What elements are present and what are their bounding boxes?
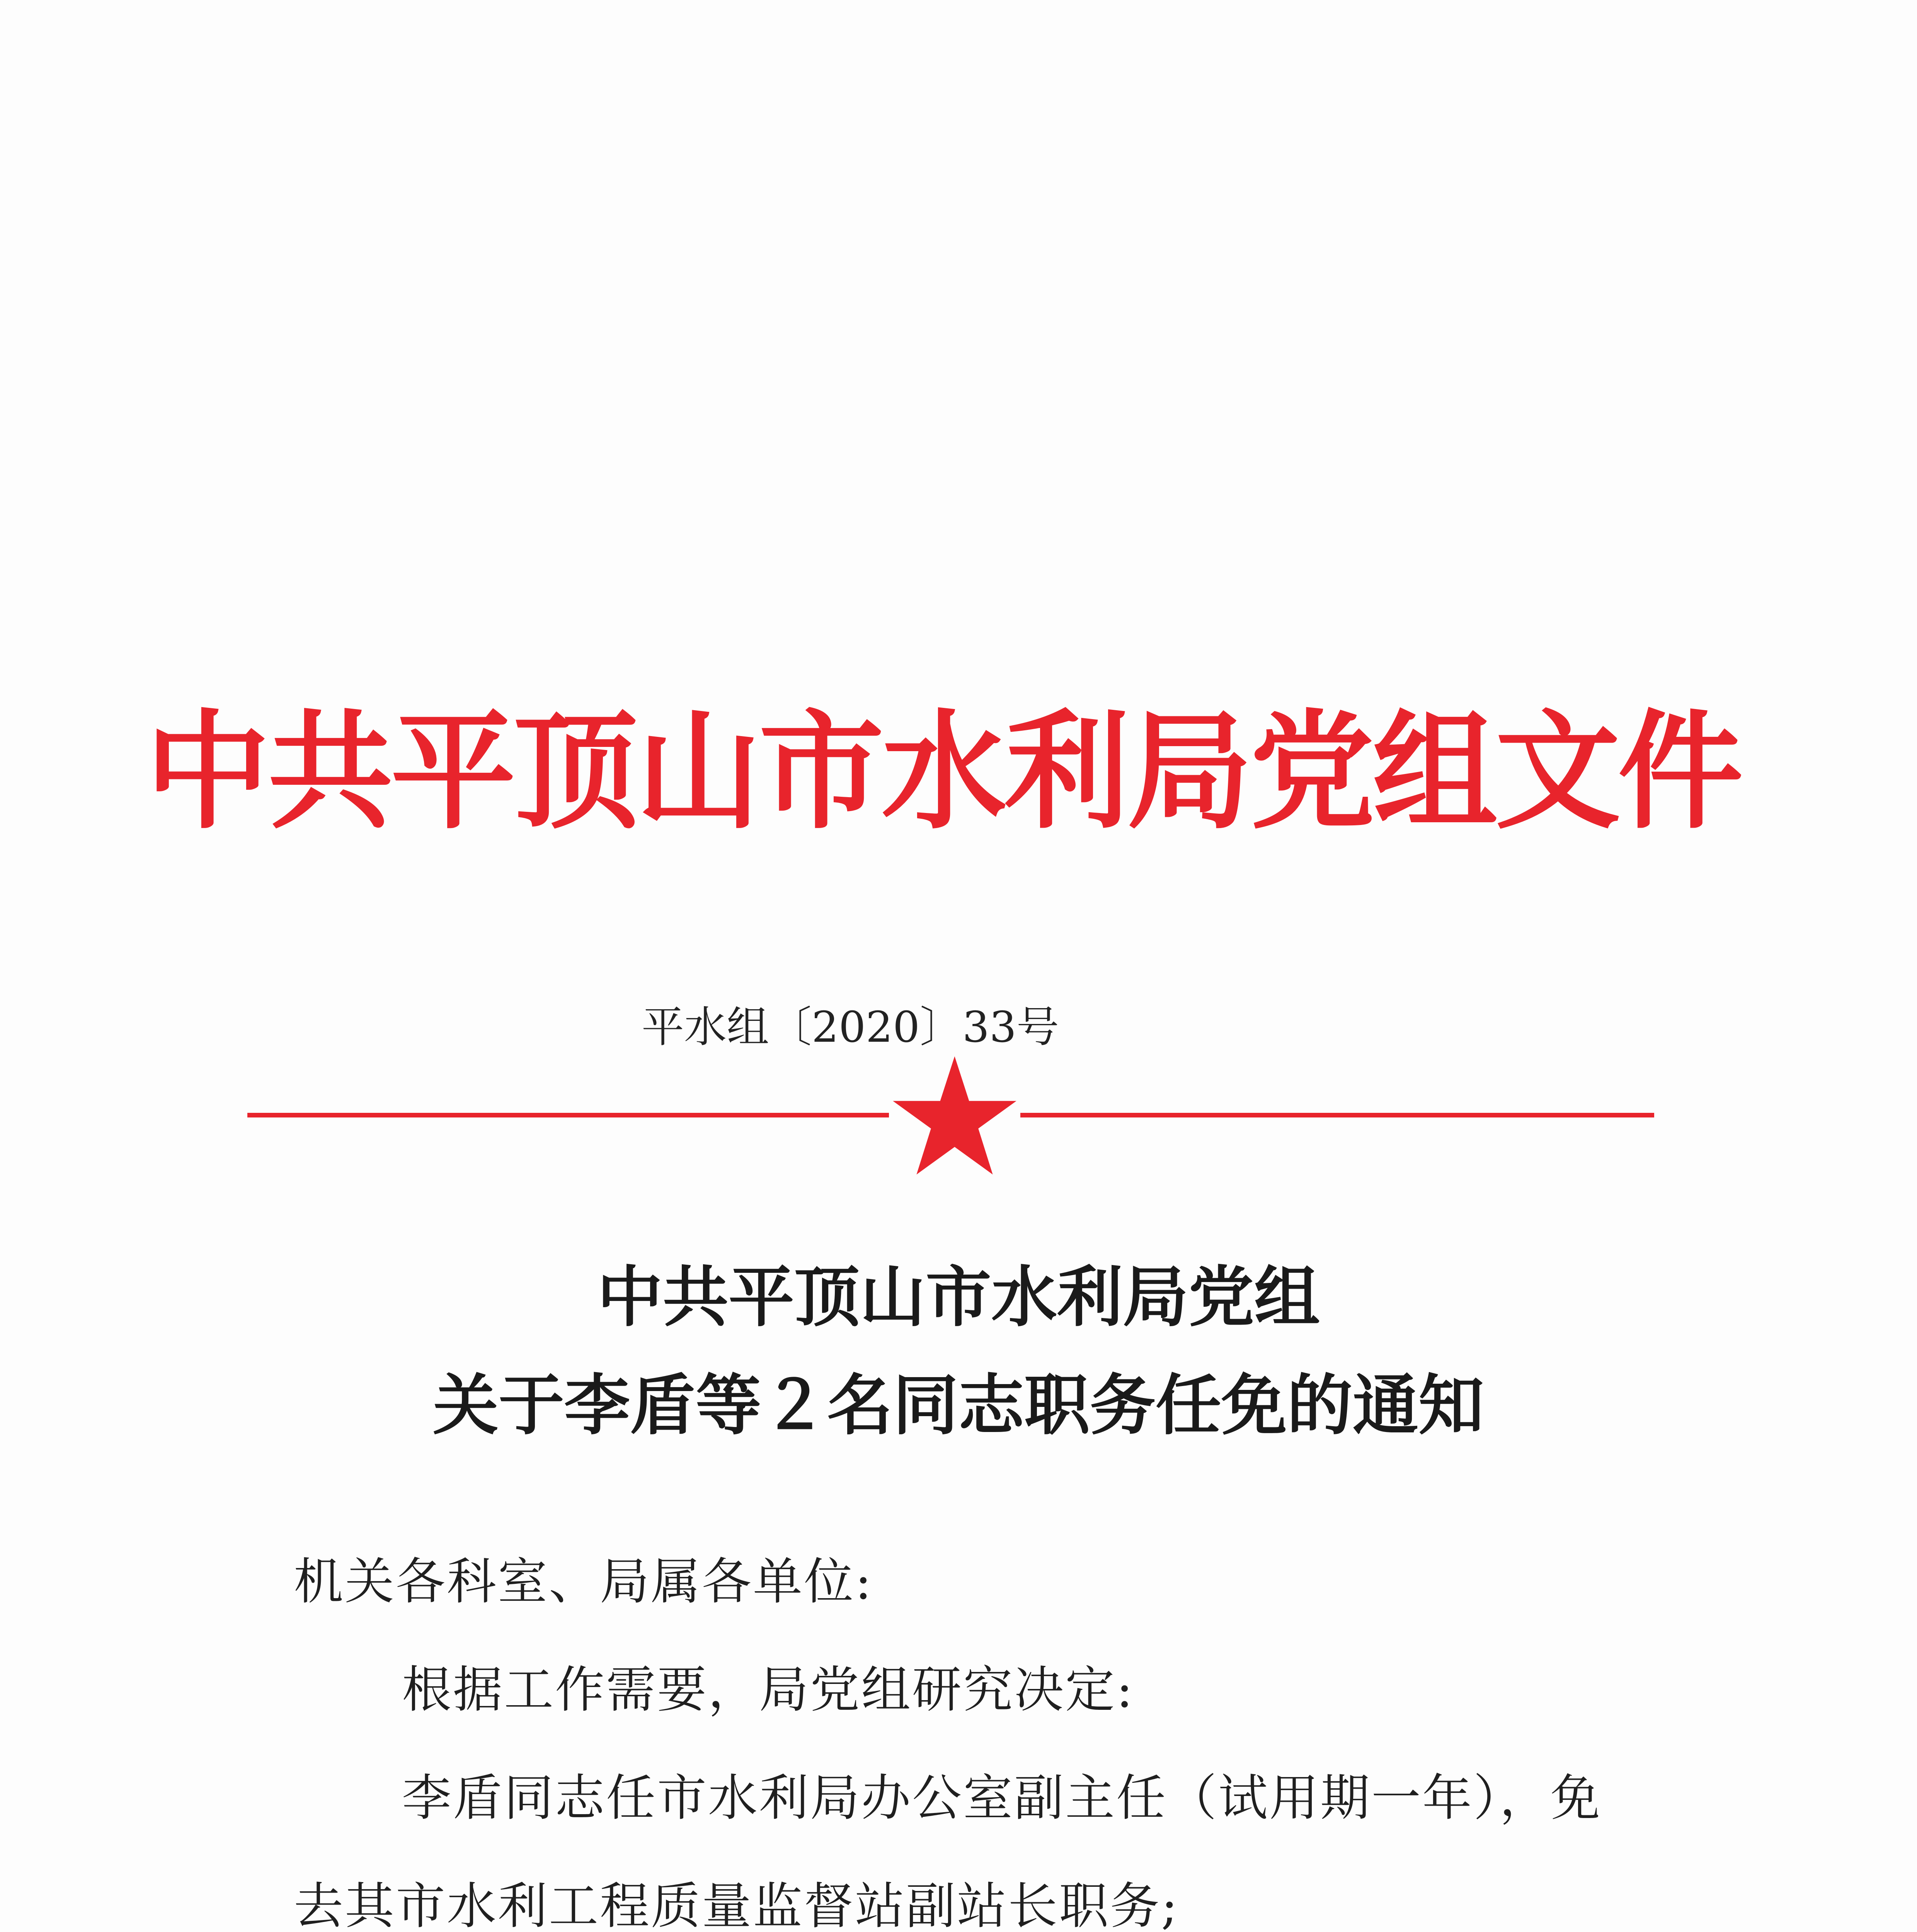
paragraph-appointment-1-line-2: 去其市水利工程质量监督站副站长职务; bbox=[294, 1878, 1180, 1932]
paragraph-appointment-1-line-1: 李盾同志任市水利局办公室副主任（试用期一年），免 bbox=[402, 1769, 1602, 1827]
red-divider-left bbox=[247, 1113, 889, 1117]
red-divider-right bbox=[1020, 1113, 1654, 1117]
notice-title-line-2: 关于李盾等２名同志职务任免的通知 bbox=[432, 1367, 1484, 1444]
red-star-icon bbox=[889, 1051, 1020, 1182]
document-masthead: 中共平顶山市水利局党组文件 bbox=[145, 696, 1741, 846]
notice-title-line-1: 中共平顶山市水利局党组 bbox=[597, 1259, 1320, 1336]
paragraph-decision: 根据工作需要，局党组研究决定: bbox=[402, 1661, 1135, 1719]
document-number: 平水组〔2020〕33号 bbox=[642, 1002, 1059, 1052]
salutation: 机关各科室、局属各单位: bbox=[294, 1553, 873, 1611]
